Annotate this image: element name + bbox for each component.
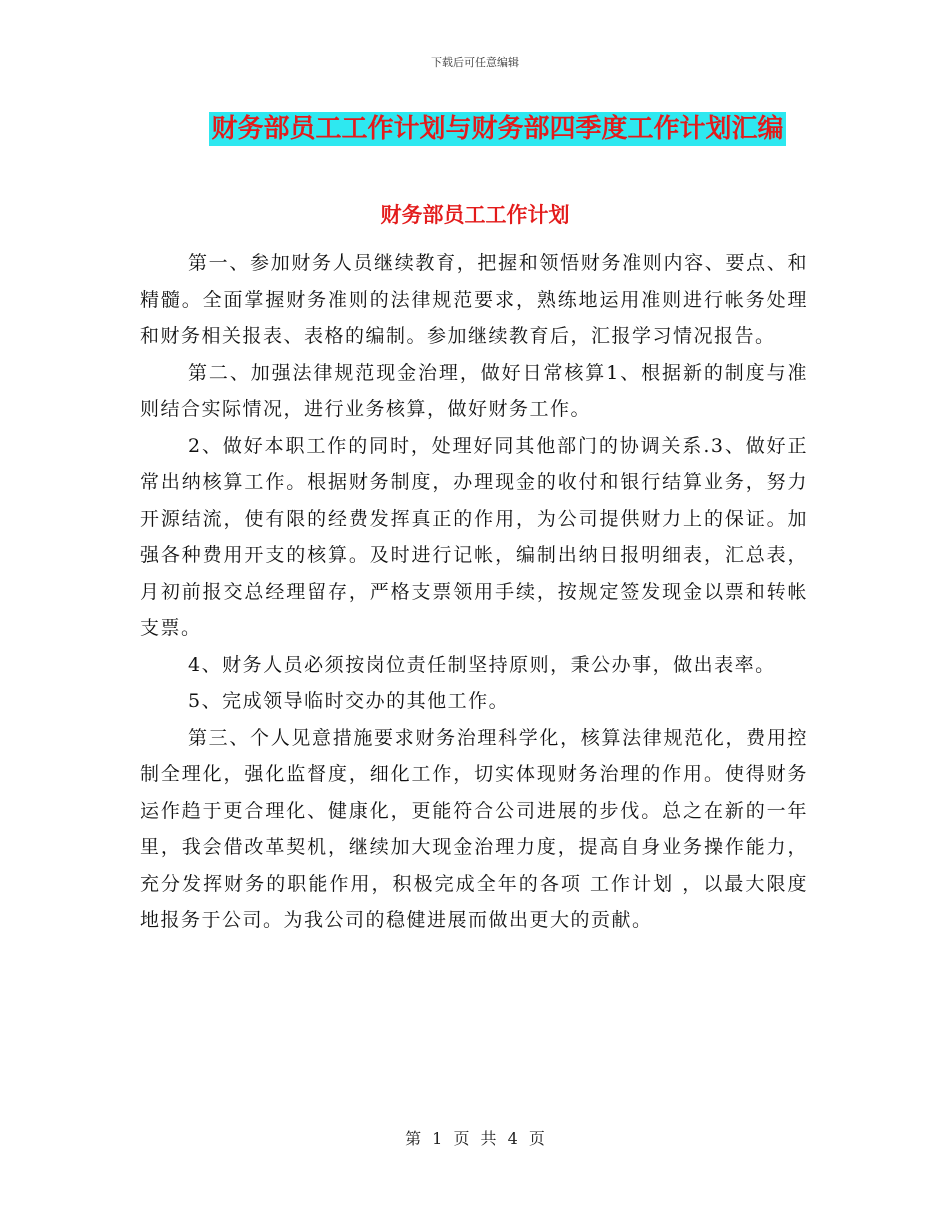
paragraph-1: 第一、参加财务人员继续教育，把握和领悟财务准则内容、要点、和精髓。全面掌握财务准则的法律规范要求，熟练地运用准则进行帐务处理和财务相关报表、表格的编制。参加继续教育后，汇报学习情况报告。 (140, 252, 808, 347)
paragraph-3: 2、做好本职工作的同时，处理好同其他部门的协调关系.3、做好正常出纳核算工作。根据财务制度，办理现金的收付和银行结算业务，努力开源结流，使有限的经费发挥真正的作用，为公司提供财力上的保证。加强各种费用开支的核算。及时进行记帐，编制出纳日报明细表，汇总表，月初前报交总经理留存，严格支票领用手续，按规定签发现金以票和转帐支票。 (140, 434, 808, 639)
paragraph-4: 4、财务人员必须按岗位责任制坚持原则，秉公办事，做出表率。 (188, 653, 776, 676)
header-note: 下载后可任意编辑 (431, 56, 519, 69)
paragraph-5: 5、完成领导临时交办的其他工作。 (188, 690, 510, 712)
page-footer: 第 1 页 共 4 页 (405, 1129, 545, 1148)
paragraph-2: 第二、加强法律规范现金治理，做好日常核算1、根据新的制度与准则结合实际情况，进行业务核算，做好财务工作。 (140, 361, 808, 420)
document-title-container (0, 112, 950, 146)
document-body (140, 245, 808, 939)
document-title: 财务部员工工作计划与财务部四季度工作计划汇编 (211, 114, 784, 144)
paragraph-6: 第三、个人见意措施要求财务治理科学化，核算法律规范化，费用控制全理化，强化监督度，细化工作，切实体现财务治理的作用。使得财务运作趋于更合理化、健康化，更能符合公司进展的步伐。总之在新的一年里，我会借改革契机，继续加大现金治理力度，提高自身业务操作能力，充分发挥财务的职能作用，积极完成全年的各项 工作计划 ，以最大限度地报务于公司。为我公司的稳健进展而做出更大的贡献。 (140, 726, 808, 931)
section-title: 财务部员工工作计划 (380, 203, 570, 227)
